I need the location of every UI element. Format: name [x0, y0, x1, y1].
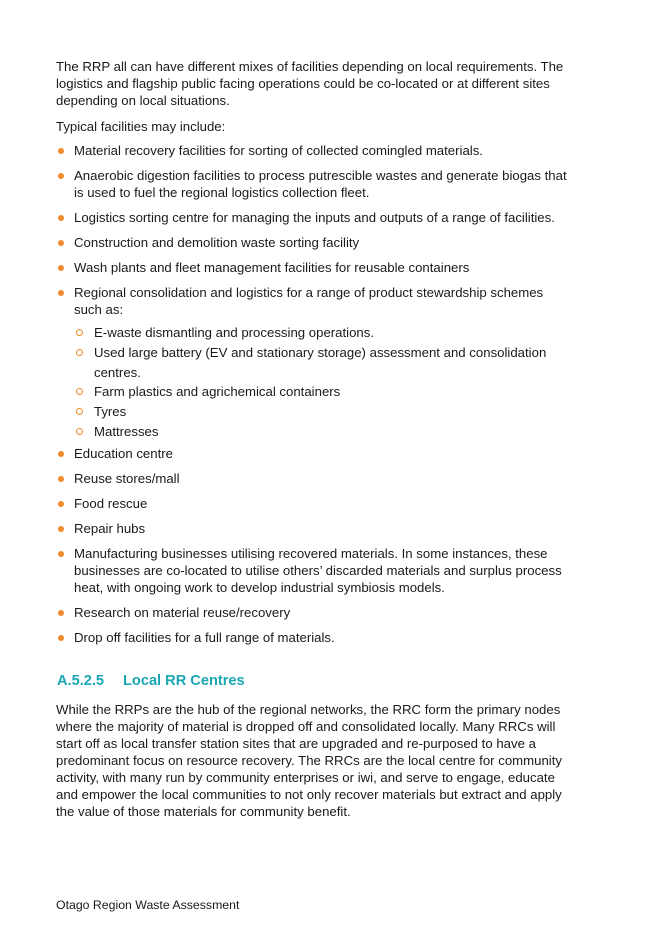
list-item-text: Food rescue [74, 496, 148, 511]
sub-list-item-text: Used large battery (EV and stationary storage) assessment and consolidation centres. [94, 345, 547, 380]
bullet-icon [58, 526, 64, 532]
list-item-text: Manufacturing businesses utilising recovered materials. In some instances, these businesses are co-located to utilise others’ discarded materials and surplus process heat, with ongoing work to develop industrial symbiosis models. [74, 546, 562, 595]
list-item-text: Reuse stores/mall [74, 471, 180, 486]
list-item-text: Drop off facilities for a full range of materials. [74, 630, 335, 645]
bullet-icon [58, 451, 64, 457]
sub-list-item-text: E-waste dismantling and processing operations. [94, 325, 375, 340]
circle-bullet-icon [76, 428, 83, 435]
list-item-text: Logistics sorting centre for managing the inputs and outputs of a range of facilities. [74, 210, 555, 225]
bullet-icon [58, 173, 64, 179]
bullet-icon [58, 148, 64, 154]
bullet-icon [58, 290, 64, 296]
section-heading [57, 673, 245, 689]
bullet-icon [58, 610, 64, 616]
section-title: Local RR Centres [123, 673, 245, 689]
list-item-text: Education centre [74, 446, 173, 461]
page-footer: Otago Region Waste Assessment [56, 898, 240, 912]
circle-bullet-icon [76, 329, 83, 336]
sub-list-item-text: Mattresses [94, 424, 159, 439]
circle-bullet-icon [76, 388, 83, 395]
list-item-text: Repair hubs [74, 521, 146, 536]
section-number: A.5.2.5 [57, 673, 105, 689]
bullet-icon [58, 240, 64, 246]
sub-list-item-text: Farm plastics and agrichemical containers [94, 384, 341, 399]
list-item-text: Material recovery facilities for sorting of collected comingled materials. [74, 143, 483, 158]
intro-paragraph: The RRP all can have different mixes of facilities depending on local requirements. The logistics and flagship public facing operations could be co-located or at different sites depending on local situations. [56, 59, 564, 108]
list-item-text: Anaerobic digestion facilities to process putrescible wastes and generate biogas that is used to fuel the regional logistics collection fleet. [74, 168, 567, 200]
list-item-text: Wash plants and fleet management facilities for reusable containers [74, 260, 470, 275]
bullet-icon [58, 215, 64, 221]
bullet-icon [58, 501, 64, 507]
bullet-icon [58, 551, 64, 557]
list-item-text: Regional consolidation and logistics for a range of product stewardship schemes such as: [74, 285, 544, 317]
bullet-icon [58, 476, 64, 482]
list-item-text: Research on material reuse/recovery [74, 605, 291, 620]
circle-bullet-icon [76, 349, 83, 356]
section-body-paragraph: While the RRPs are the hub of the regional networks, the RRC form the primary nodes where the majority of material is dropped off and consolidated locally. Many RRCs will start off as local transfer station sites that are upgraded and re-purposed to have a predominant focus on resource recovery. The RRCs are the local centre for community activity, with many run by community enterprises or iwi, and serve to engage, educate and empower the local communities to not only recover materials but extract and apply the value of those materials for community benefit. [56, 702, 562, 819]
list-item-text: Construction and demolition waste sorting facility [74, 235, 360, 250]
circle-bullet-icon [76, 408, 83, 415]
sub-list-item-text: Tyres [94, 404, 127, 419]
bullet-icon [58, 265, 64, 271]
bullet-icon [58, 635, 64, 641]
typical-facilities-label: Typical facilities may include: [56, 119, 226, 134]
